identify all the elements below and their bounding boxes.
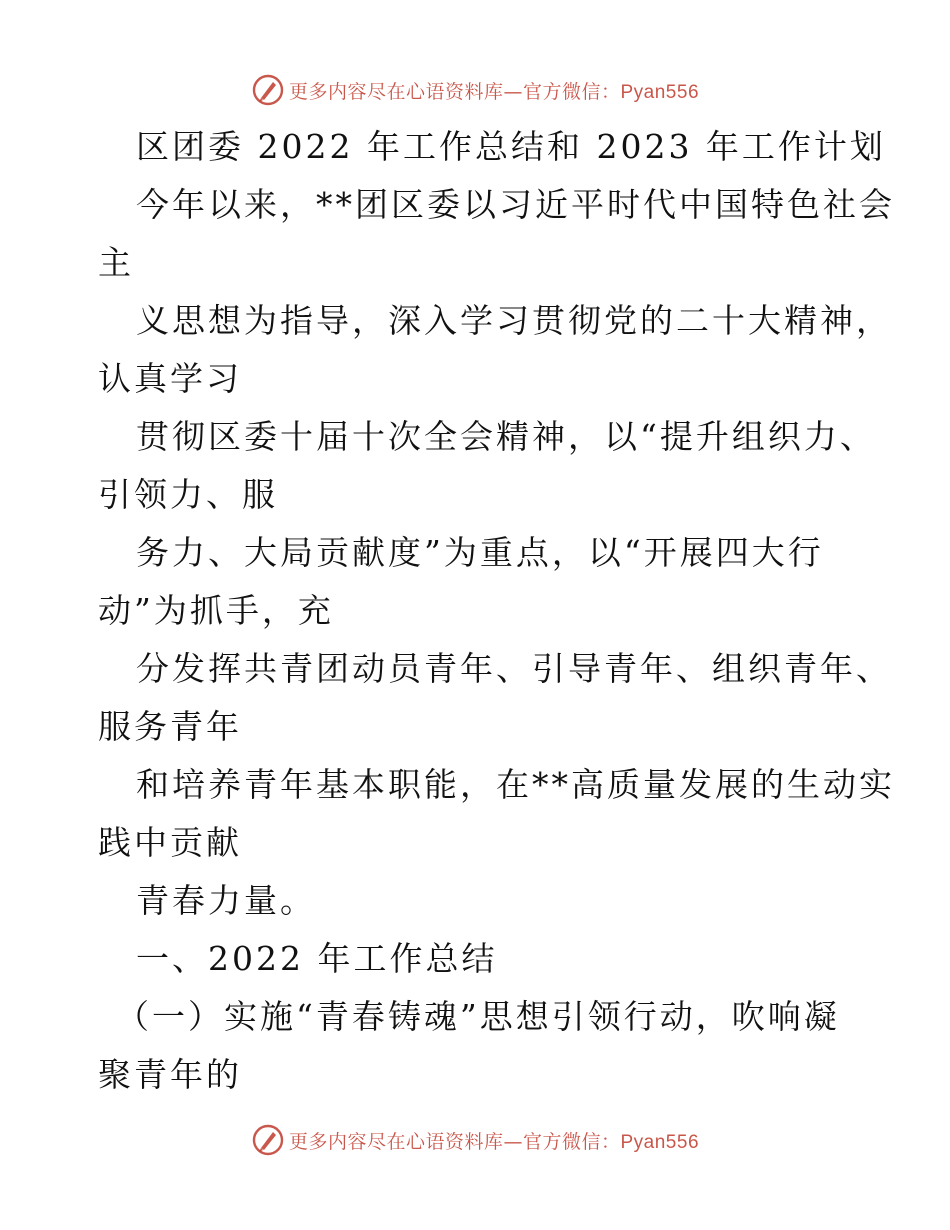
- paragraph-line: 贯彻区委十届十次全会精神，以“提升组织力、: [136, 417, 876, 456]
- paragraph-line: 认真学习: [98, 359, 242, 398]
- paragraph-line: 今年以来，**团区委以习近平时代中国特色社会: [136, 185, 895, 224]
- watermark-text: 更多内容尽在心语资料库—官方微信：Pyan556: [288, 1130, 700, 1153]
- paragraph-line: 聚青年的: [98, 1055, 242, 1094]
- paragraph-line: 务力、大局贡献度”为重点，以“开展四大行: [136, 533, 824, 572]
- paragraph-line: 分发挥共青团动员青年、引导青年、组织青年、: [136, 649, 892, 688]
- paragraph-line: 引领力、服: [98, 475, 278, 514]
- quill-pen-logo-icon: [251, 1123, 285, 1157]
- paragraph-line: 动”为抓手，充: [98, 591, 334, 630]
- header-watermark: [0, 70, 950, 110]
- paragraph-line: 义思想为指导，深入学习贯彻党的二十大精神，: [136, 301, 892, 340]
- footer-watermark: [0, 1120, 950, 1160]
- paragraph-line: 主: [98, 243, 134, 282]
- paragraph-line: 践中贡献: [98, 823, 242, 862]
- paragraph-line: 和培养青年基本职能，在**高质量发展的生动实: [136, 765, 895, 804]
- watermark-text: 更多内容尽在心语资料库—官方微信：Pyan556: [288, 80, 700, 103]
- subsection-heading: （一）实施“青春铸魂”思想引领行动，吹响凝: [116, 997, 840, 1036]
- paragraph-line: 服务青年: [98, 707, 242, 746]
- document-title: 区团委 2022 年工作总结和 2023 年工作计划: [136, 127, 886, 166]
- section-heading: 一、2022 年工作总结: [136, 939, 498, 978]
- quill-pen-logo-icon: [251, 73, 285, 107]
- paragraph-line: 青春力量。: [136, 881, 316, 920]
